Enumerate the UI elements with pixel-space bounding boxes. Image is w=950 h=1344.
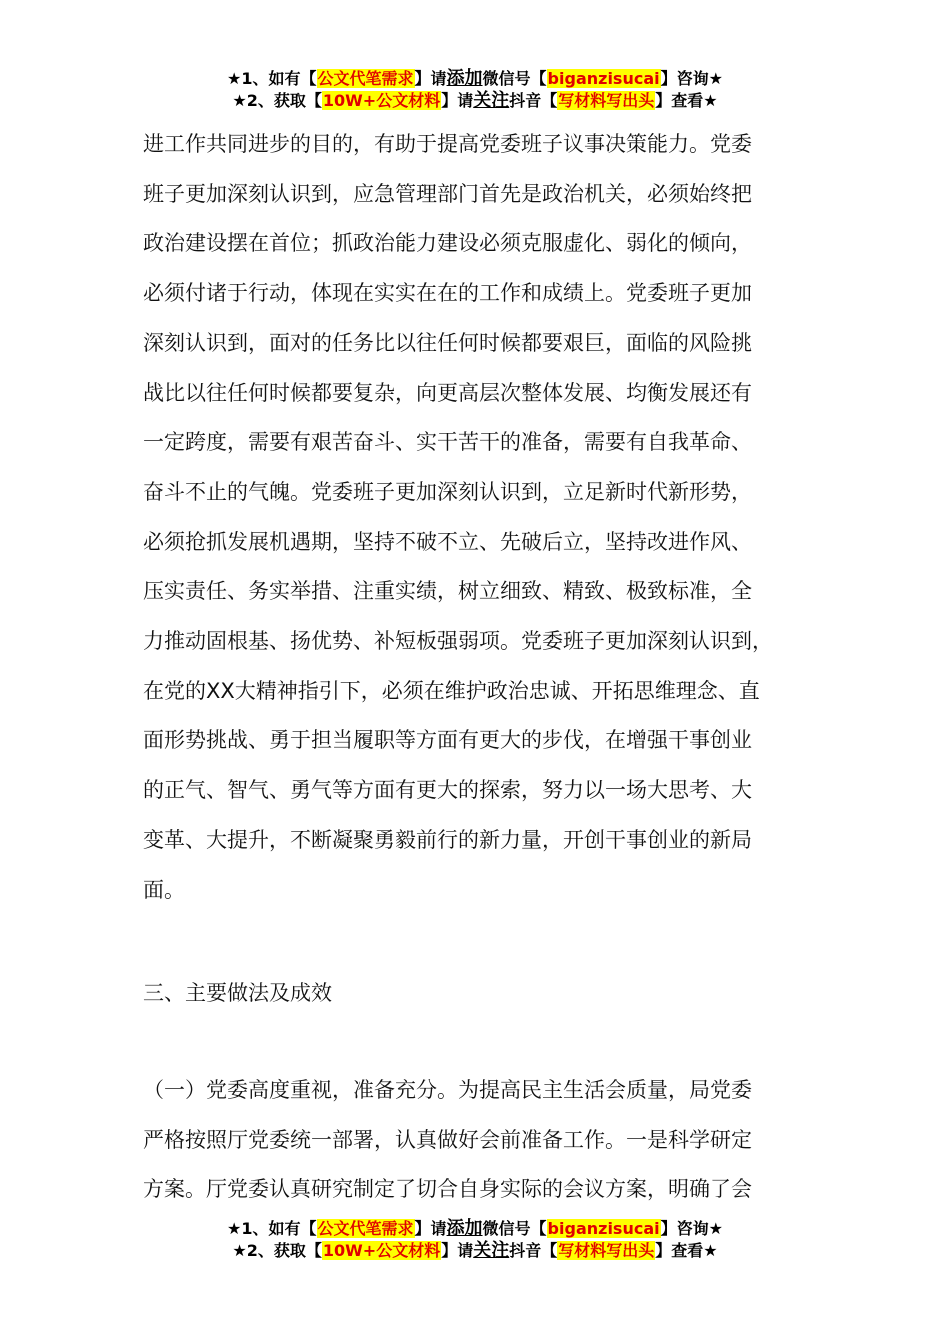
text-line: 一定跨度，需要有艰苦奋斗、实干苦干的准备，需要有自我革命、 xyxy=(143,430,752,455)
highlight-materials: 10W+公文材料 xyxy=(322,1241,441,1260)
text-line: 方案。厅党委认真研究制定了切合自身实际的会议方案，明确了会 xyxy=(143,1177,752,1202)
text-line: 战比以往任何时候都要复杂，向更高层次整体发展、均衡发展还有 xyxy=(143,380,752,405)
text-line: 变革、大提升，不断凝聚勇毅前行的新力量，开创干事创业的新局 xyxy=(143,827,752,852)
footer-banner xyxy=(0,1218,950,1262)
text-line: 面形势挑战、勇于担当履职等方面有更大的步伐，在增强干事创业 xyxy=(143,728,752,753)
text-line: 在党的XX大精神指引下，必须在维护政治忠诚、开拓思维理念、直 xyxy=(143,678,760,703)
body-paragraph-2 xyxy=(143,1066,833,1215)
section-heading: 三、主要做法及成效 xyxy=(143,981,332,1005)
highlight-wechat-id: biganzisucai xyxy=(547,69,660,88)
highlight-douyin: 写材料写出头 xyxy=(558,1241,655,1260)
text-line: 必须抢抓发展机遇期，坚持不破不立、先破后立，坚持改进作风、 xyxy=(143,529,752,554)
text-line: （一）党委高度重视，准备充分。为提高民主生活会质量，局党委 xyxy=(143,1078,752,1102)
banner-line-2: ★2、获取【10W+公文材料】请关注抖音【写材料写出头】查看★ xyxy=(232,1240,718,1261)
highlight-wechat-id: biganzisucai xyxy=(547,1219,660,1238)
text-line: 深刻认识到，面对的任务比以往任何时候都要艰巨，面临的风险挑 xyxy=(143,330,752,355)
header-banner xyxy=(0,68,950,112)
text-line: 面。 xyxy=(143,877,185,902)
highlight-service: 公文代笔需求 xyxy=(317,1219,414,1238)
text-line: 进工作共同进步的目的，有助于提高党委班子议事决策能力。党委 xyxy=(143,132,752,156)
text-line: 的正气、智气、勇气等方面有更大的探索，努力以一场大思考、大 xyxy=(143,778,752,803)
text-line: 政治建设摆在首位；抓政治能力建设必须克服虚化、弱化的倾向， xyxy=(143,231,752,256)
text-line: 班子更加深刻认识到，应急管理部门首先是政治机关，必须始终把 xyxy=(143,181,752,206)
text-line: 力推动固根基、扬优势、补短板强弱项。党委班子更加深刻认识到， xyxy=(143,629,773,654)
banner-line-1: ★1、如有【公文代笔需求】请添加微信号【biganzisucai】咨询★ xyxy=(227,68,723,89)
body-paragraph-1 xyxy=(143,120,833,915)
text-line: 严格按照厅党委统一部署，认真做好会前准备工作。一是科学研定 xyxy=(143,1127,752,1152)
text-line: 压实责任、务实举措、注重实绩，树立细致、精致、极致标准，全 xyxy=(143,579,752,604)
highlight-service: 公文代笔需求 xyxy=(317,69,414,88)
banner-line-1: ★1、如有【公文代笔需求】请添加微信号【biganzisucai】咨询★ xyxy=(227,1218,723,1239)
highlight-materials: 10W+公文材料 xyxy=(322,91,441,110)
highlight-douyin: 写材料写出头 xyxy=(558,91,655,110)
text-line: 必须付诸于行动，体现在实实在在的工作和成绩上。党委班子更加 xyxy=(143,281,752,306)
text-line: 奋斗不止的气魄。党委班子更加深刻认识到，立足新时代新形势， xyxy=(143,479,752,504)
banner-line-2: ★2、获取【10W+公文材料】请关注抖音【写材料写出头】查看★ xyxy=(232,90,718,111)
